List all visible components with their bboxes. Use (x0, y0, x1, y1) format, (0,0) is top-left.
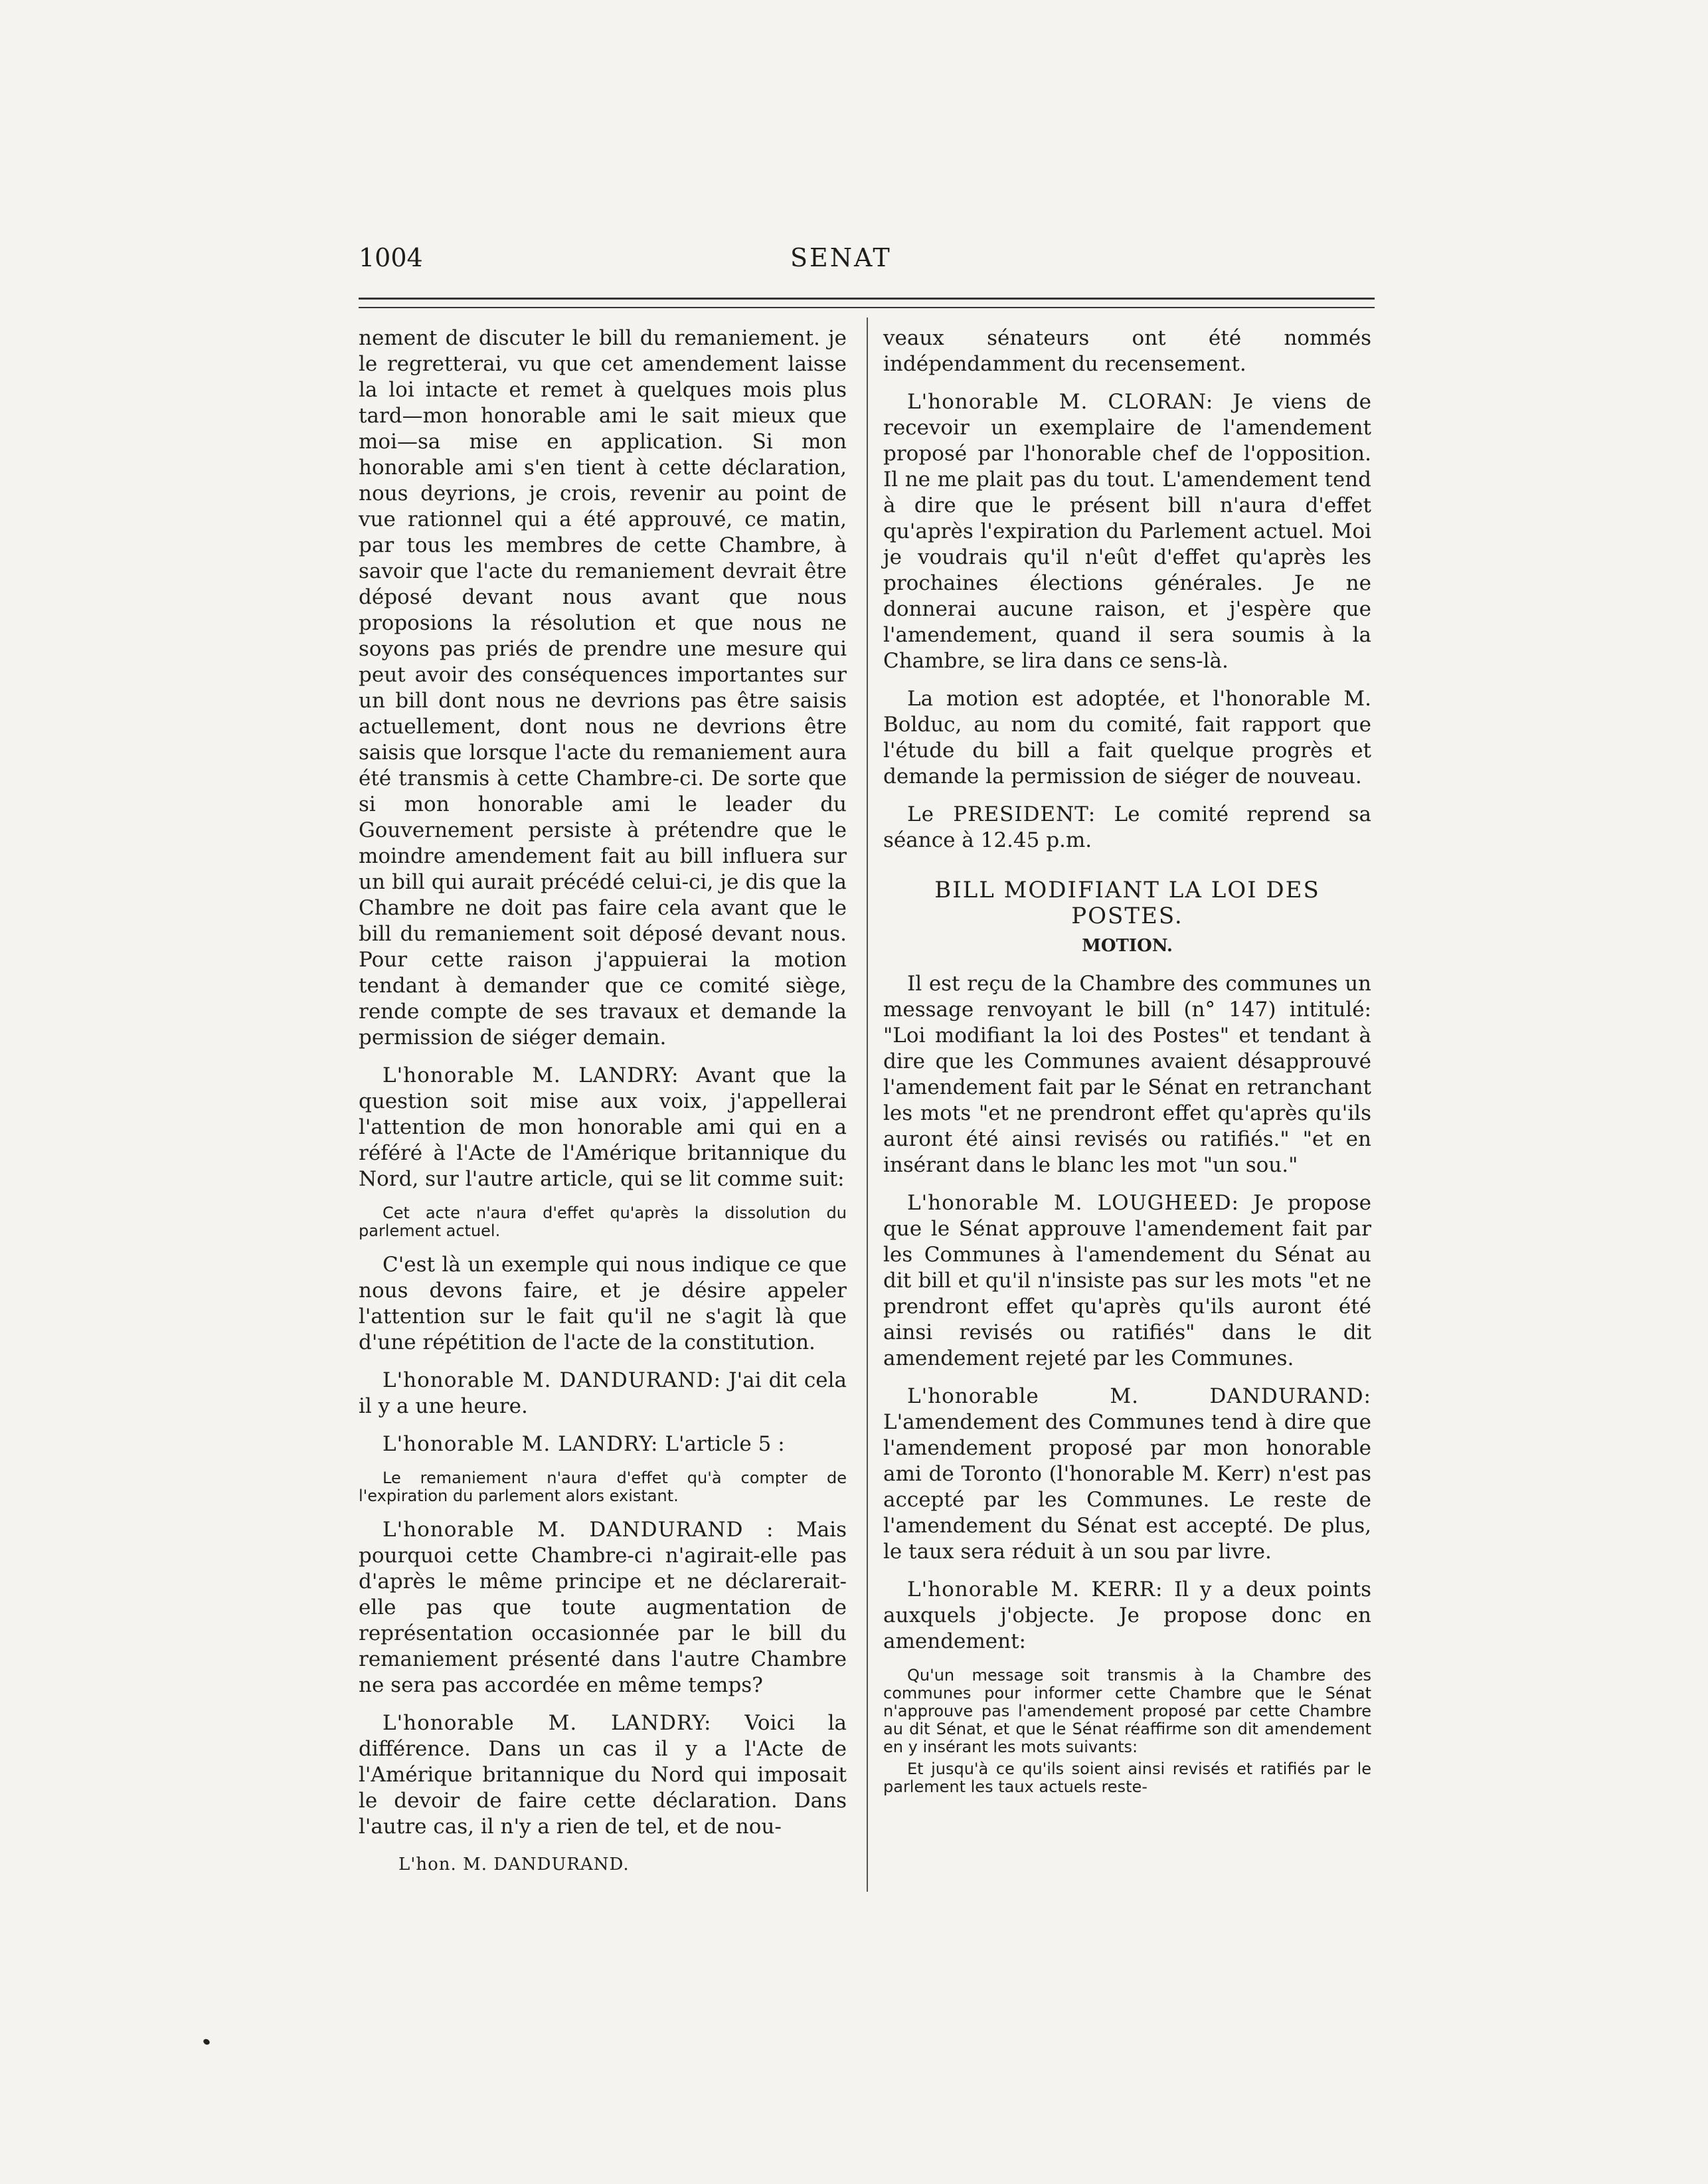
speaker: L'honorable M. LANDRY: (383, 1432, 659, 1456)
paragraph: La motion est adoptée, et l'honorable M. Bolduc, au nom du comité, fait rapport que l'étude du bill a fait quelque progrès et demande la permission de siéger de nouveau. (883, 687, 1371, 788)
paragraph (359, 1368, 847, 1419)
speech: L'article 5 : (665, 1432, 785, 1456)
speech: Voici la différence. Dans un cas il y a l'Acte de l'Amérique britannique du Nord qui imposait le devoir de faire cette déclaration. Dans l'autre cas, il n'y a rien de tel, et de nou- (359, 1711, 847, 1839)
header-rule (359, 298, 1375, 300)
speech: Avant que la question soit mise aux voix, j'appellerai l'attention de mon honorable ami qui en a référé à l'Acte de l'Amérique britannique du Nord, sur l'autre article, qui se lit comme suit: (359, 1063, 847, 1191)
page-footer: L'hon. M. DANDURAND. (398, 1855, 630, 1874)
speaker: L'honorable M. CLORAN: (907, 390, 1214, 414)
speech: Je viens de recevoir un exemplaire de l'amendement proposé par l'honorable chef de l'opposition. Il ne me plait pas du tout. L'amendement tend à dire que le présent bill n'aura d'effet qu'après l'expiration du Parlement actuel. Moi je voudrais qu'il n'eût d'effet qu'après les prochaines élections générales. Je ne donnerai aucune raison, et j'espère que l'amendement, quand il sera soumis à la Chambre, se lira dans ce sens-là. (883, 390, 1371, 673)
paragraph (883, 1384, 1371, 1565)
quotation: Et jusqu'à ce qu'ils soient ainsi revisés et ratifiés par le parlement les taux actuels reste- (883, 1760, 1371, 1796)
paragraph (359, 1710, 847, 1840)
header-rule-thin (359, 307, 1375, 308)
speech: J'ai dit cela il y a une heure. (359, 1368, 847, 1418)
paragraph (883, 1190, 1371, 1372)
speaker: L'honorable M. LANDRY: (383, 1063, 679, 1087)
page-number: 1004 (359, 243, 423, 272)
speaker: L'honorable M. DANDURAND: (383, 1368, 722, 1392)
paragraph (359, 1517, 847, 1698)
speech: L'amendement des Communes tend à dire que l'amendement proposé par mon honorable ami de Toronto (l'honorable M. Kerr) n'est pas accepté par les Communes. Le reste de l'amendement du Sénat est accepté. De plus, le taux sera réduit à un sou par livre. (883, 1410, 1371, 1564)
column-divider (867, 318, 868, 1892)
speaker: L'honorable M. LANDRY: (383, 1711, 712, 1735)
speaker: L'honorable M. LOUGHEED: (907, 1191, 1239, 1215)
section-heading: BILL MODIFIANT LA LOI DES POSTES. (934, 877, 1320, 929)
speaker: L'honorable M. DANDURAND : (383, 1518, 774, 1542)
right-column (883, 325, 1371, 1808)
quotation: Qu'un message soit transmis à la Chambre des communes pour informer cette Chambre que le Sénat n'approuve pas l'amendement proposé par cette Chambre au dit Sénat, et que le Sénat réaffirme son dit amendement en y insérant les mots suivants: (883, 1666, 1371, 1756)
paragraph: C'est là un exemple qui nous indique ce que nous devons faire, et je désire appeler l'attention sur le fait qu'il ne s'agit là que d'une répétition de l'acte de la constitution. (359, 1253, 847, 1354)
left-column (359, 325, 847, 1878)
quotation: Cet acte n'aura d'effet qu'après la dissolution du parlement actuel. (359, 1204, 847, 1240)
ink-speck (203, 2038, 211, 2046)
speaker: Le PRESIDENT: (907, 802, 1096, 826)
section-subheading: MOTION. (1082, 936, 1173, 956)
speech: Je propose que le Sénat approuve l'amendement fait par les Communes à l'amendement du Sénat au dit bill et qu'il n'insiste pas sur les mots "et ne prendront effet qu'après qu'ils auront été ainsi revisés ou ratifiés" dans le dit amendement rejeté par les Communes. (883, 1191, 1372, 1370)
quotation: Le remaniement n'aura d'effet qu'à compter de l'expiration du parlement alors existant. (359, 1469, 847, 1505)
paragraph (883, 802, 1371, 854)
speaker: L'honorable M. DANDURAND: (907, 1384, 1371, 1408)
paragraph (359, 1431, 847, 1457)
speech: Il y a deux points auxquels j'objecte. Je propose donc en amendement: (883, 1578, 1371, 1653)
paragraph: nement de discuter le bill du remaniement. je le regretterai, vu que cet amendement laisse la loi intacte et remet à quelques mois plus tard—mon honorable ami le sait mieux que moi—sa mise en application. Si mon honorable ami s'en tient à cette déclaration, nous deyrions, je crois, revenir au point de vue rationnel qui a été approuvé, ce matin, par tous les membres de cette Chambre, à savoir que l'acte du remaniement devrait être déposé devant nous avant que nous proposions la résolution et que nous ne soyons pas priés de prendre une mesure qui peut avoir des conséquences importantes sur un bill dont nous ne devrions pas être saisis actuellement, dont nous ne devrions être saisis que lorsque l'acte du remaniement aura été transmis à cette Chambre-ci. De sorte que si mon honorable ami le leader du Gouvernement persiste à prétendre que le moindre amendement fait au bill influera sur un bill qui aurait précédé celui-ci, je dis que la Chambre ne doit pas faire cela avant que le bill du remaniement soit déposé devant nous. Pour cette raison j'appuierai la motion tendant à demander que ce comité siège, rende compte de ses travaux et demande la permission de siéger demain. (359, 326, 847, 1049)
speaker: L'honorable M. KERR: (907, 1578, 1163, 1601)
paragraph: Il est reçu de la Chambre des communes un message renvoyant le bill (n° 147) intitulé: "Loi modifiant la loi des Postes" et tendant à dire que les Communes avaient désapprouvé l'amendement fait par le Sénat en retranchant les mots "et ne prendront effet qu'après qu'ils auront été ainsi revisés ou ratifiés." "et en insérant dans le blanc les mot "un sou." (883, 972, 1371, 1177)
speech: Le comité reprend sa séance à 12.45 p.m. (883, 802, 1371, 852)
paragraph: veaux sénateurs ont été nommés indépendamment du recensement. (883, 326, 1371, 376)
paragraph (883, 1577, 1371, 1655)
paragraph (359, 1063, 847, 1192)
paragraph (883, 389, 1371, 674)
running-head: SENAT (790, 243, 892, 272)
speech: Mais pourquoi cette Chambre-ci n'agirait-elle pas d'après le même principe et ne déclarerait-elle pas que toute augmentation de représentation occasionnée par le bill du remaniement présenté dans l'autre Chambre ne sera pas accordée en même temps? (359, 1518, 847, 1697)
